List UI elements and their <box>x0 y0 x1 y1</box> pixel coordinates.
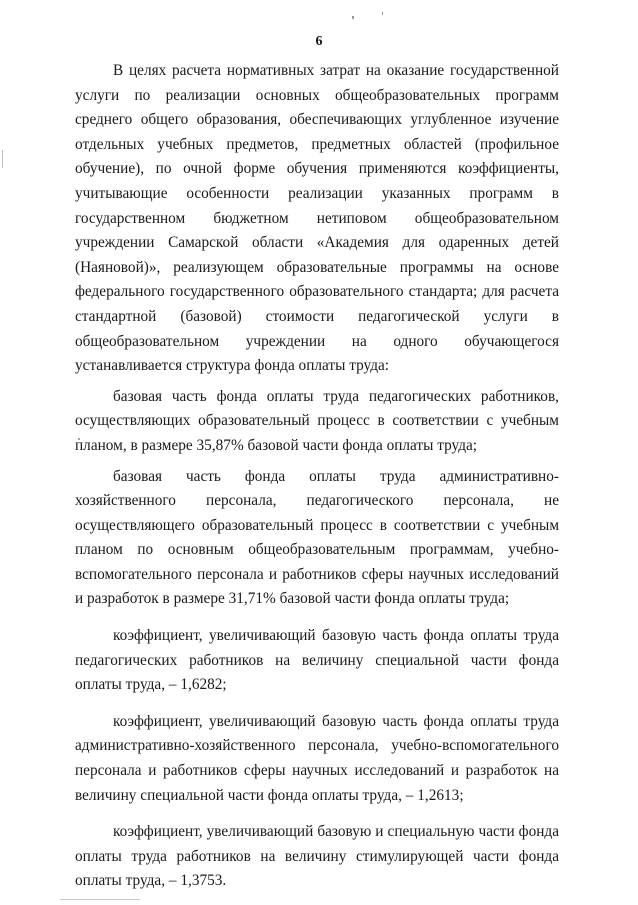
paragraph-intro: В целях расчета нормативных затрат на оказание государственной услуги по реализации основных общеобразовательных программ среднего общего образования, обеспечивающих углубленное изучение отдельных учебных предметов, предметных областей (профильное обучение), по очной форме обучения применяются коэффициенты, учитывающие особенности реализации указанных программ в государственном бюджетном нетиповом общеобразовательном учреждении Самарской области «Академия для одаренных детей (Наяновой)», реализующем образовательные программы на основе федерального государственного образовательного стандарта; для расчета стандартной (базовой) стоимости педагогической услуги в общеобразовательном учреждении на одного обучающегося устанавливается структура фонда оплаты труда: <box>75 62 559 375</box>
paragraph-teaching-staff-share: базовая часть фонда оплаты труда педагогических работников, осуществляющих образовательный процесс в соответствии с учебным планом, в размере 35,87% базовой части фонда оплаты труда; <box>75 387 559 454</box>
scan-artifact <box>352 16 354 19</box>
paragraph-admin-staff-share: базовая часть фонда оплаты труда административно-хозяйственного персонала, педагогического персонала, не осуществляющего образовательный процесс в соответствии с учебным планом по основным общеобразовательным программам, учебно-вспомогательного персонала и работников сферы научных исследований и разработок в размере 31,71% базовой части фонда оплаты труда; <box>75 467 559 608</box>
document-body <box>75 59 559 900</box>
paragraph-coefficient-teaching: коэффициент, увеличивающий базовую часть фонда оплаты труда педагогических работников на величину специальной части фонда оплаты труда, – 1,6282; <box>75 627 559 694</box>
page-number: 6 <box>315 34 323 49</box>
scan-artifact <box>382 12 383 15</box>
paragraph-coefficient-admin: коэффициент, увеличивающий базовую часть фонда оплаты труда административно-хозяйственного персонала, учебно-вспомогательного персонала и работников сферы научных исследований и разработок на величину специальной части фонда оплаты труда, – 1,2613; <box>75 712 559 804</box>
paragraph-coefficient-incentive: коэффициент, увеличивающий базовую и специальную части фонда оплаты труда работников на величину стимулирующей части фонда оплаты труда, – 1,3753. <box>75 823 559 890</box>
scan-artifact <box>2 150 3 168</box>
